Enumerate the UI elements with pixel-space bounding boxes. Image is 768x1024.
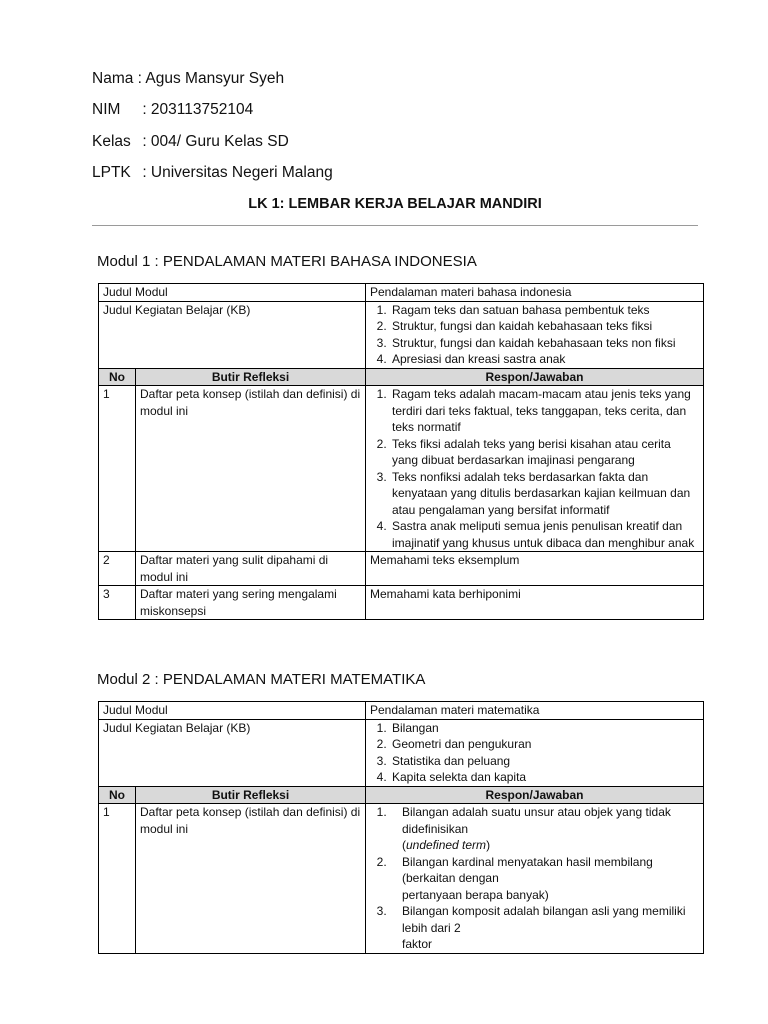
table-row [99, 386, 704, 552]
kb-list-cell [366, 301, 704, 368]
table-header-row [99, 786, 704, 804]
col-butir-header: Butir Refleksi [136, 786, 366, 804]
col-butir-header: Butir Refleksi [136, 368, 366, 386]
lptk-label: LPTK [92, 164, 131, 181]
respon-note: pertanyaan berapa banyak) [402, 887, 549, 902]
module-2-table [98, 701, 704, 954]
kb-label: Judul Kegiatan Belajar (KB) [99, 719, 366, 786]
row-no: 1 [99, 804, 136, 954]
judul-modul-value: Pendalaman materi matematika [366, 702, 704, 720]
kelas-label: Kelas [92, 133, 131, 150]
module-1-table [98, 283, 704, 620]
list-item: 4. Apresiasi dan kreasi sastra anak [390, 351, 699, 368]
row-respon [366, 386, 704, 552]
row-no: 1 [99, 386, 136, 552]
list-item: 1. Ragam teks adalah macam-macam atau jenis teks yang terdiri dari teks faktual, teks tanggapan, teks cerita, dan teks normatif [390, 386, 699, 436]
student-class [92, 133, 289, 151]
lptk-value: : Universitas Negeri Malang [142, 164, 333, 181]
table-row [99, 552, 704, 586]
list-item: 1. Ragam teks dan satuan bahasa pembentuk teks [390, 302, 699, 319]
table-row [99, 702, 704, 720]
table-row [99, 284, 704, 302]
list-item: 4. Kapita selekta dan kapita [390, 769, 699, 786]
table-row [99, 586, 704, 620]
row-butir: Daftar materi yang sering mengalami miskonsepsi [136, 586, 366, 620]
list-item: 3. Struktur, fungsi dan kaidah kebahasaan teks non fiksi [390, 335, 699, 352]
list-item: 2. Teks fiksi adalah teks yang berisi kisahan atau cerita yang dibuat berdasarkan imajinasi pengarang [390, 436, 699, 469]
list-item: 2. Struktur, fungsi dan kaidah kebahasaan teks fiksi [390, 318, 699, 335]
respon-main: Bilangan adalah suatu unsur atau objek yang tidak didefinisikan [402, 805, 671, 836]
judul-modul-label: Judul Modul [99, 702, 366, 720]
kb-list [370, 720, 699, 786]
list-item: 2. Geometri dan pengukuran [390, 736, 699, 753]
row-respon [366, 804, 704, 954]
list-item: 1. Bilangan [390, 720, 699, 737]
document-title: LK 1: LEMBAR KERJA BELAJAR MANDIRI [248, 196, 542, 212]
list-item: 3. Statistika dan peluang [390, 753, 699, 770]
module-2-heading: Modul 2 : PENDALAMAN MATERI MATEMATIKA [97, 671, 426, 688]
row-butir: Daftar peta konsep (istilah dan definisi) di modul ini [136, 804, 366, 954]
kb-label: Judul Kegiatan Belajar (KB) [99, 301, 366, 368]
student-lptk [92, 164, 333, 182]
respon-list [370, 386, 699, 551]
row-butir: Daftar materi yang sulit dipahami di modul ini [136, 552, 366, 586]
respon-note: (undefined term) [402, 838, 491, 852]
col-no-header: No [99, 368, 136, 386]
table-header-row [99, 368, 704, 386]
student-name-text: Nama : Agus Mansyur Syeh [92, 70, 285, 87]
row-respon: Memahami teks eksemplum [366, 552, 704, 586]
list-item [390, 854, 699, 904]
col-respon-header: Respon/Jawaban [366, 368, 704, 386]
kelas-value: : 004/ Guru Kelas SD [142, 133, 289, 150]
list-item: 3. Teks nonfiksi adalah teks berdasarkan fakta dan kenyataan yang ditulis berdasarkan kajian keilmuan dan atau pengalaman yang bersifat informatif [390, 469, 699, 519]
student-name [92, 70, 284, 88]
judul-modul-label: Judul Modul [99, 284, 366, 302]
row-no: 2 [99, 552, 136, 586]
judul-modul-value: Pendalaman materi bahasa indonesia [366, 284, 704, 302]
kb-list [370, 302, 699, 368]
module-1-heading: Modul 1 : PENDALAMAN MATERI BAHASA INDONESIA [97, 253, 477, 270]
table-row [99, 804, 704, 954]
respon-note: faktor [402, 937, 433, 951]
row-butir: Daftar peta konsep (istilah dan definisi) di modul ini [136, 386, 366, 552]
table-row [99, 301, 704, 368]
student-nim [92, 101, 253, 119]
list-item: 4. Sastra anak meliputi semua jenis penulisan kreatif dan imajinatif yang khusus untuk dibaca dan menghibur anak [390, 518, 699, 551]
row-no: 3 [99, 586, 136, 620]
col-respon-header: Respon/Jawaban [366, 786, 704, 804]
list-item [390, 804, 699, 854]
respon-list [370, 804, 699, 953]
respon-main: Bilangan komposit adalah bilangan asli yang memiliki lebih dari 2 [402, 904, 686, 935]
kb-list-cell [366, 719, 704, 786]
table-row [99, 719, 704, 786]
nim-label: NIM [92, 101, 121, 118]
term-italic: undefined term [406, 838, 487, 852]
respon-main: Bilangan kardinal menyatakan hasil membilang (berkaitan dengan [402, 854, 653, 885]
nim-value: : 203113752104 [142, 101, 254, 118]
list-item [390, 903, 699, 953]
col-no-header: No [99, 786, 136, 804]
row-respon: Memahami kata berhiponimi [366, 586, 704, 620]
title-divider [92, 225, 698, 226]
